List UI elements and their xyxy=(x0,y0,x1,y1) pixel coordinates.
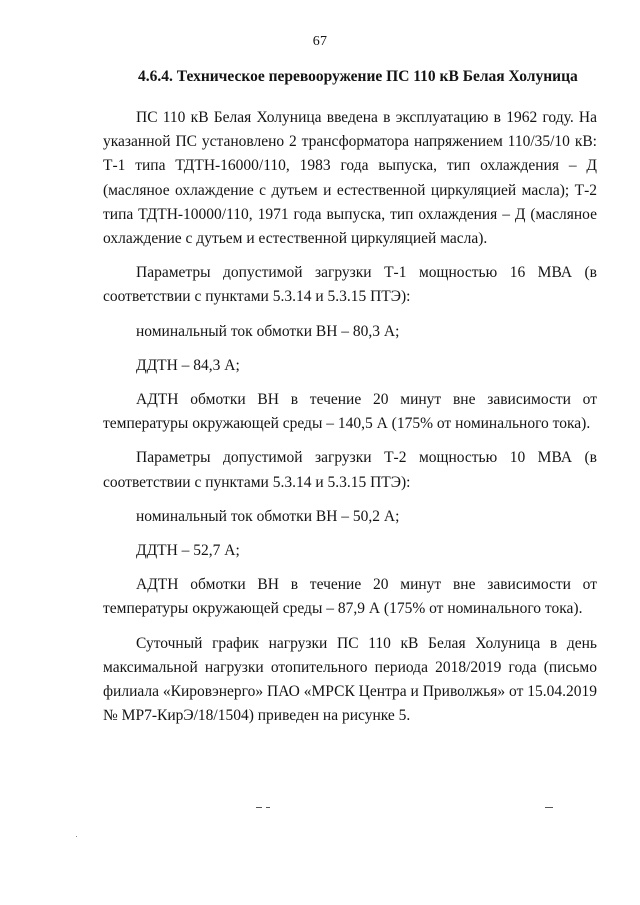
paragraph-t1-load-params: Параметры допустимой загрузки Т-1 мощностью 16 МВА (в соответствии с пунктами 5.3.14 и 5.3.15 ПТЭ): xyxy=(103,264,597,306)
scan-artifact-mark xyxy=(266,807,270,808)
paragraph-t2-load-params: Параметры допустимой загрузки Т-2 мощностью 10 МВА (в соответствии с пунктами 5.3.14 и 5.3.15 ПТЭ): xyxy=(103,449,597,491)
paragraph-t2-adtn: АДТН обмотки ВН в течение 20 минут вне зависимости от температуры окружающей среды – 87,9 А (175% от номинального тока). xyxy=(103,576,597,618)
scan-artifact-mark xyxy=(545,807,553,808)
paragraph-t2-ddtn: ДДТН – 52,7 А; xyxy=(136,542,240,560)
scan-artifact-mark xyxy=(256,807,262,808)
scan-artifact-dot xyxy=(76,836,77,837)
page-number: 67 xyxy=(312,34,328,49)
body-text xyxy=(103,106,597,728)
paragraph-t1-nominal-current: номинальный ток обмотки ВН – 80,3 А; xyxy=(136,322,400,340)
paragraph-substation-intro: ПС 110 кВ Белая Холуница введена в эксплуатацию в 1962 году. На указанной ПС установлено 2 трансформатора напряжением 110/35/10 кВ: Т-1 типа ТДТН-16000/110, 1983 года выпуска, тип охлаждения – Д (масляное охлаждение с дутьем и естественной циркуляцией масла); Т-2 типа ТДТН-10000/110, 1971 года выпуска, тип охлаждения – Д (масляное охлаждение с дутьем и естественной циркуляцией масла). xyxy=(103,109,597,248)
paragraph-daily-load-schedule: Суточный график нагрузки ПС 110 кВ Белая Холуница в день максимальной нагрузки отопительного периода 2018/2019 года (письмо филиала «Кировэнерго» ПАО «МРСК Центра и Приволжья» от 15.04.2019 № МР7-КирЭ/18/1504) приведен на рисунке 5. xyxy=(103,634,597,725)
paragraph-t1-adtn: АДТН обмотки ВН в течение 20 минут вне зависимости от температуры окружающей среды – 140,5 А (175% от номинального тока). xyxy=(103,391,597,433)
section-heading: 4.6.4. Техническое перевооружение ПС 110 кВ Белая Холуница xyxy=(138,68,578,85)
paragraph-t1-ddtn: ДДТН – 84,3 А; xyxy=(136,356,240,374)
paragraph-t2-nominal-current: номинальный ток обмотки ВН – 50,2 А; xyxy=(136,507,400,525)
